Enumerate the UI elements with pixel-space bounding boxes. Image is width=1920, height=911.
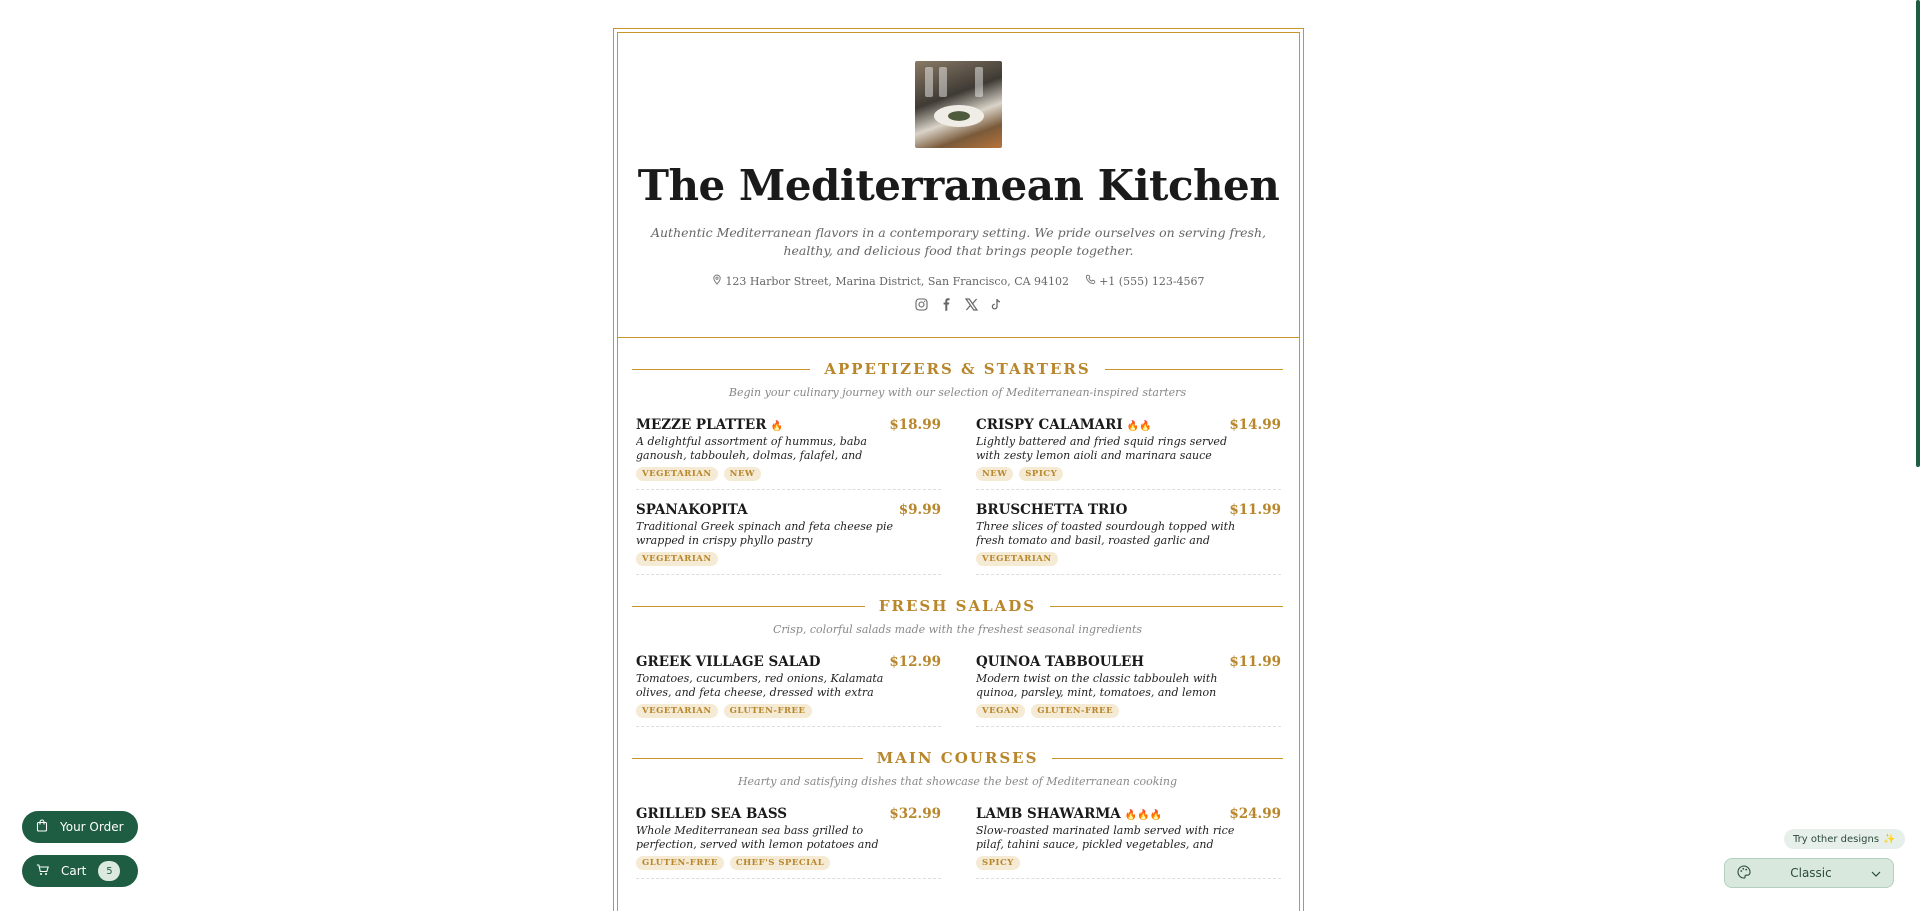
restaurant-header [618,33,1299,338]
menu-item[interactable] [976,417,1281,490]
phone-icon [1085,274,1096,288]
menu-items-grid [632,417,1283,587]
menu-section-salads [618,597,1299,739]
dietary-tag: GLUTEN-FREE [1031,704,1119,718]
dietary-tag: SPICY [976,856,1020,870]
shopping-bag-icon [36,819,48,835]
dietary-tag: VEGETARIAN [636,552,718,566]
dietary-tag: GLUTEN-FREE [724,704,812,718]
restaurant-name: The Mediterranean Kitchen [637,161,1280,210]
item-name: LAMB SHAWARMA [976,806,1121,822]
divider [632,606,865,607]
dietary-tag: CHEF'S SPECIAL [730,856,830,870]
item-description: Whole Mediterranean sea bass grilled to perfection, served with lemon potatoes and [636,824,879,851]
item-price: $11.99 [1229,654,1281,670]
cart-count-badge: 5 [98,861,120,881]
item-name: GREEK VILLAGE SALAD [636,654,821,670]
dietary-tag: GLUTEN-FREE [636,856,724,870]
item-description: Tomatoes, cucumbers, red onions, Kalamata olives, and feta cheese, dressed with extra [636,672,884,699]
item-name: SPANAKOPITA [636,502,748,518]
spice-level-icon: 🔥🔥🔥 [1124,810,1163,821]
phone[interactable] [1085,274,1205,288]
social-links [618,297,1299,312]
item-price: $18.99 [889,417,941,433]
item-price: $14.99 [1229,417,1281,433]
menu-items-grid [632,654,1283,739]
cart-label: Cart [61,864,87,878]
item-price: $24.99 [1229,806,1281,822]
dietary-tag: NEW [976,467,1013,481]
x-icon[interactable] [964,297,979,312]
menu-item[interactable] [636,654,941,727]
item-description: Modern twist on the classic tabbouleh with quinoa, parsley, mint, tomatoes, and lemon [976,672,1218,699]
cart-button[interactable] [22,855,138,887]
menu-item[interactable] [976,502,1281,575]
item-name: QUINOA TABBOULEH [976,654,1145,670]
section-subtitle: Crisp, colorful salads made with the freshest seasonal ingredients [772,623,1143,636]
item-name: CRISPY CALAMARI [976,417,1123,433]
item-description: Three slices of toasted sourdough topped with fresh tomato and basil, roasted garlic and [976,520,1236,547]
dietary-tag: VEGETARIAN [636,467,718,481]
try-other-designs-label: Try other designs [1793,833,1880,845]
dietary-tag: VEGETARIAN [976,552,1058,566]
divider [1052,758,1283,759]
palette-icon [1737,865,1751,882]
spice-level-icon: 🔥🔥 [1126,421,1152,432]
page-scrollbar[interactable] [1916,0,1920,467]
menu-items-grid [632,806,1283,891]
item-description: Lightly battered and fried squid rings served with zesty lemon aioli and marinara sauce [976,435,1227,462]
sparkle-icon: ✨ [1883,833,1896,845]
menu-item[interactable] [976,654,1281,727]
address-text: 123 Harbor Street, Marina District, San Francisco, CA 94102 [725,275,1070,288]
restaurant-tagline: Authentic Mediterranean flavors in a contemporary setting. We pride ourselves on serving fresh, healthy, and delicious food that brings people together. [650,225,1266,258]
section-title: FRESH SALADS [878,597,1037,615]
dietary-tag: NEW [724,467,761,481]
your-order-label: Your Order [60,820,124,834]
menu-item[interactable] [636,806,941,879]
item-price: $11.99 [1229,502,1281,518]
menu-section-appetizers [618,360,1299,587]
address[interactable] [712,274,1069,288]
facebook-icon[interactable] [939,297,954,312]
divider [1105,369,1283,370]
section-header [632,749,1283,767]
menu-item[interactable] [636,417,941,490]
item-description: Slow-roasted marinated lamb served with rice pilaf, tahini sauce, pickled vegetables, and [976,824,1235,851]
dietary-tag: VEGETARIAN [636,704,718,718]
item-description: A delightful assortment of hummus, baba ganoush, tabbouleh, dolmas, falafel, and [636,435,867,462]
location-pin-icon [712,274,722,288]
menu-card-inner [617,32,1300,911]
chevron-down-icon [1871,866,1881,880]
divider [632,758,863,759]
divider [1050,606,1283,607]
instagram-icon[interactable] [914,297,929,312]
item-price: $32.99 [889,806,941,822]
cart-icon [36,864,49,879]
section-subtitle: Hearty and satisfying dishes that showcase the best of Mediterranean cooking [737,775,1178,788]
item-description: Traditional Greek spinach and feta cheese pie wrapped in crispy phyllo pastry [636,520,893,547]
item-name: BRUSCHETTA TRIO [976,502,1128,518]
phone-text: +1 (555) 123-4567 [1099,275,1205,288]
design-selector[interactable] [1724,858,1894,888]
item-price: $9.99 [898,502,941,518]
section-header [632,597,1283,615]
your-order-button[interactable] [22,811,138,843]
menu-card [613,28,1304,911]
item-name: MEZZE PLATTER [636,417,767,433]
section-subtitle: Begin your culinary journey with our selection of Mediterranean-inspired starters [728,386,1187,399]
menu-item[interactable] [636,502,941,575]
menu-section-main-courses [618,749,1299,891]
try-other-designs-hint[interactable] [1784,829,1905,849]
design-selected-value: Classic [1790,866,1832,880]
tiktok-icon[interactable] [989,297,1004,312]
dietary-tag: SPICY [1019,467,1063,481]
divider [632,369,810,370]
item-name: GRILLED SEA BASS [636,806,788,822]
item-price: $12.99 [889,654,941,670]
section-title: APPETIZERS & STARTERS [824,360,1091,378]
section-header [632,360,1283,378]
section-title: MAIN COURSES [876,749,1039,767]
dietary-tag: VEGAN [976,704,1025,718]
spice-level-icon: 🔥 [770,421,783,432]
restaurant-photo [915,61,1002,148]
contact-info [618,274,1299,288]
menu-item[interactable] [976,806,1281,879]
